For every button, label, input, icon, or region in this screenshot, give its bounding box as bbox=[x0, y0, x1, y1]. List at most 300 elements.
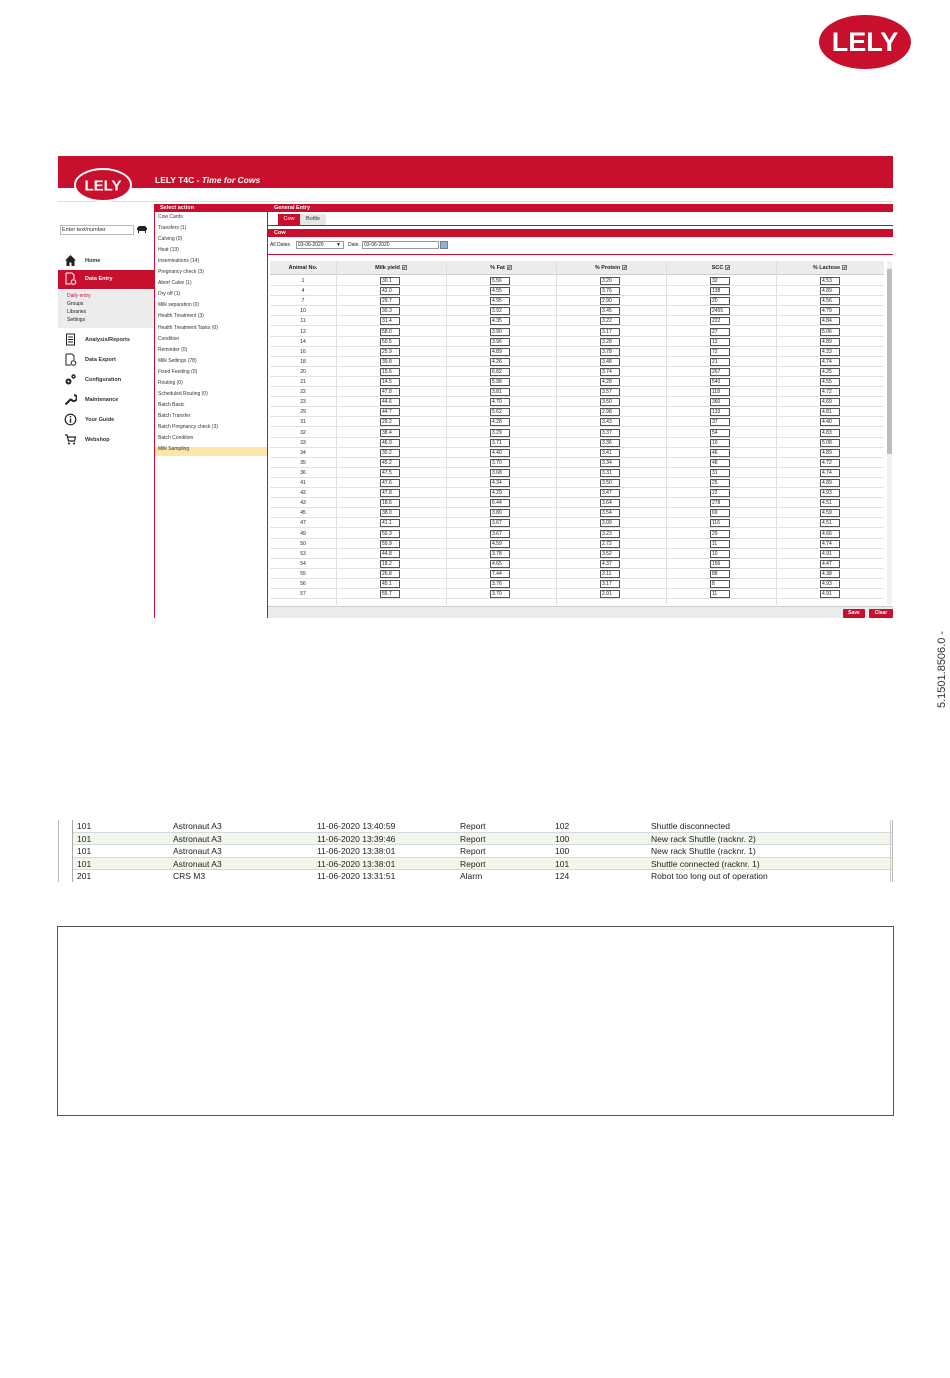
action-item[interactable]: Fixed Feeding (0) bbox=[158, 368, 198, 375]
checkbox-scc[interactable]: ✔ bbox=[726, 265, 730, 271]
animal-number: 49 bbox=[300, 530, 306, 537]
lactose-input[interactable]: 4.74 bbox=[820, 540, 840, 548]
milk-yield-input[interactable]: 31.4 bbox=[380, 317, 400, 325]
milk-yield-input[interactable]: 55.7 bbox=[380, 590, 400, 598]
scc-input[interactable]: 25 bbox=[710, 479, 730, 487]
lactose-input[interactable]: 4.47 bbox=[820, 560, 840, 568]
scc-input[interactable]: 13 bbox=[710, 338, 730, 346]
event-type: Alarm bbox=[460, 871, 483, 882]
table-row bbox=[270, 549, 884, 559]
table-row bbox=[270, 407, 884, 417]
milk-sampling-grid bbox=[270, 261, 884, 605]
lactose-input[interactable]: 4.83 bbox=[820, 429, 840, 437]
table-row bbox=[270, 498, 884, 508]
scc-input[interactable]: 278 bbox=[710, 499, 730, 507]
milk-yield-input[interactable]: 18.2 bbox=[380, 560, 400, 568]
milk-yield-input[interactable]: 44.8 bbox=[380, 550, 400, 558]
protein-input[interactable]: 3.37 bbox=[600, 429, 620, 437]
nav-configuration[interactable]: Configuration bbox=[58, 371, 154, 389]
fat-input[interactable]: 4.70 bbox=[490, 398, 510, 406]
fat-input[interactable]: 3.71 bbox=[490, 439, 510, 447]
scc-input[interactable]: 10 bbox=[710, 439, 730, 447]
scc-input[interactable]: 156 bbox=[710, 560, 730, 568]
milk-yield-input[interactable]: 47.8 bbox=[380, 388, 400, 396]
table-row bbox=[270, 458, 884, 468]
col-fat: % Fat ✔ bbox=[490, 265, 512, 271]
event-code: 100 bbox=[555, 833, 570, 844]
protein-input[interactable]: 4.37 bbox=[600, 560, 620, 568]
table-row bbox=[270, 276, 884, 286]
chevron-down-icon: ▼ bbox=[336, 242, 341, 248]
scc-input[interactable]: 22 bbox=[710, 489, 730, 497]
alarm-log-table bbox=[58, 820, 893, 882]
lactose-input[interactable]: 4.91 bbox=[820, 590, 840, 598]
event-code: 101 bbox=[555, 858, 570, 869]
event-code: 100 bbox=[555, 846, 570, 857]
scc-input[interactable]: 8 bbox=[710, 580, 730, 588]
event-type: Report bbox=[460, 846, 486, 857]
lactose-input[interactable]: 4.40 bbox=[820, 418, 840, 426]
animal-number: 18 bbox=[300, 358, 306, 365]
scc-input[interactable]: 133 bbox=[710, 408, 730, 416]
fat-input[interactable]: 5.62 bbox=[490, 408, 510, 416]
scc-input[interactable]: 54 bbox=[710, 429, 730, 437]
export-icon bbox=[64, 353, 77, 366]
wrench-icon bbox=[64, 393, 77, 406]
animal-number: 12 bbox=[300, 328, 306, 335]
info-icon bbox=[64, 413, 77, 426]
action-item[interactable]: Batch Pregnancy check (3) bbox=[158, 423, 219, 430]
protein-input[interactable]: 3.57 bbox=[600, 388, 620, 396]
lactose-input[interactable]: 4.51 bbox=[820, 519, 840, 527]
col-protein: % Protein ✔ bbox=[594, 265, 627, 271]
milk-yield-input[interactable]: 46.9 bbox=[380, 439, 400, 447]
table-row bbox=[270, 337, 884, 347]
milk-yield-input[interactable]: 44.7 bbox=[380, 408, 400, 416]
lactose-input[interactable]: 4.89 bbox=[820, 479, 840, 487]
milk-yield-input[interactable]: 50.3 bbox=[380, 530, 400, 538]
milk-yield-input[interactable]: 38.0 bbox=[380, 509, 400, 517]
device-name: Astronaut A3 bbox=[173, 833, 222, 844]
nav-webshop[interactable]: Webshop bbox=[58, 431, 154, 449]
fat-input[interactable]: 6.82 bbox=[490, 368, 510, 376]
lactose-input[interactable]: 4.55 bbox=[820, 378, 840, 386]
scc-input[interactable]: 88 bbox=[710, 570, 730, 578]
filter-divider bbox=[268, 254, 893, 255]
table-row bbox=[270, 417, 884, 427]
fat-input[interactable]: 3.96 bbox=[490, 338, 510, 346]
table-row bbox=[270, 448, 884, 458]
device-number: 101 bbox=[77, 858, 92, 869]
grid-scrollbar[interactable] bbox=[887, 261, 892, 605]
device-name: Astronaut A3 bbox=[173, 821, 222, 831]
protein-input[interactable]: 3.54 bbox=[600, 509, 620, 517]
svg-text:LELY: LELY bbox=[831, 27, 899, 57]
scc-input[interactable]: 222 bbox=[710, 317, 730, 325]
action-item[interactable]: Batch Condition bbox=[158, 435, 194, 441]
tab-bottle[interactable]: Bottle bbox=[300, 214, 326, 225]
fat-input[interactable]: 4.28 bbox=[490, 418, 510, 426]
device-number: 101 bbox=[77, 833, 92, 844]
timestamp: 11-06-2020 13:38:01 bbox=[317, 858, 396, 869]
scc-input[interactable]: 10 bbox=[710, 550, 730, 558]
action-item[interactable]: Condition bbox=[158, 335, 180, 342]
scc-input[interactable]: 46 bbox=[710, 449, 730, 457]
protein-input[interactable]: 3.11 bbox=[600, 570, 620, 578]
table-row bbox=[270, 316, 884, 326]
animal-number: 50 bbox=[300, 540, 306, 547]
fat-input[interactable]: 4.55 bbox=[490, 287, 510, 295]
nav-home[interactable]: Home bbox=[58, 252, 154, 270]
fat-input[interactable]: 5.98 bbox=[490, 378, 510, 386]
protein-input[interactable]: 3.36 bbox=[600, 439, 620, 447]
scc-input[interactable]: 11 bbox=[710, 590, 730, 598]
nav-data-export[interactable]: Data Export bbox=[58, 351, 154, 369]
scc-input[interactable]: 69 bbox=[710, 509, 730, 517]
table-row bbox=[270, 327, 884, 337]
protein-input[interactable]: 3.48 bbox=[600, 358, 620, 366]
header-strip bbox=[58, 188, 893, 202]
protein-input[interactable]: 3.17 bbox=[600, 580, 620, 588]
action-item[interactable]: Inseminations (14) bbox=[158, 258, 200, 265]
milk-yield-input[interactable]: 39.8 bbox=[380, 358, 400, 366]
fat-input[interactable]: 3.92 bbox=[490, 307, 510, 315]
animal-number: 7 bbox=[301, 298, 305, 305]
nav-your-guide[interactable]: Your Guide bbox=[58, 411, 154, 429]
lactose-input[interactable]: 4.93 bbox=[820, 489, 840, 497]
event-message: Shuttle connected (racknr. 1) bbox=[651, 858, 760, 869]
lactose-input[interactable]: 4.91 bbox=[820, 550, 840, 558]
lactose-input[interactable]: 4.89 bbox=[820, 449, 840, 457]
protein-input[interactable]: 2.91 bbox=[600, 590, 620, 598]
nav-data-entry[interactable]: Data Entry bbox=[58, 270, 154, 289]
milk-yield-input[interactable]: 29.7 bbox=[380, 297, 400, 305]
protein-input[interactable]: 3.43 bbox=[600, 418, 620, 426]
scc-input[interactable]: 11 bbox=[710, 540, 730, 548]
protein-input[interactable]: 2.90 bbox=[600, 297, 620, 305]
action-item[interactable]: Dry off (1) bbox=[158, 291, 181, 298]
protein-input[interactable]: 3.47 bbox=[600, 489, 620, 497]
fat-input[interactable]: 3.78 bbox=[490, 550, 510, 558]
lactose-input[interactable]: 4.72 bbox=[820, 388, 840, 396]
alarm-row[interactable] bbox=[73, 820, 893, 833]
scc-input[interactable]: 27 bbox=[710, 328, 730, 336]
animal-number: 21 bbox=[300, 379, 306, 385]
all-dates-select[interactable]: 03-06-2020 ▼ bbox=[296, 241, 344, 249]
milk-yield-input[interactable]: 42.0 bbox=[380, 287, 400, 295]
cow-search-icon[interactable] bbox=[136, 225, 148, 234]
animal-number: 1 bbox=[301, 278, 305, 284]
nav-maintenance[interactable]: Maintenance bbox=[58, 391, 154, 409]
animal-number: 33 bbox=[300, 439, 306, 446]
fat-input[interactable]: 3.68 bbox=[490, 469, 510, 477]
lactose-input[interactable]: 4.79 bbox=[820, 307, 840, 315]
action-item[interactable]: Milk Sampling bbox=[158, 446, 190, 453]
lactose-input[interactable]: 5.08 bbox=[820, 439, 840, 447]
device-number: 101 bbox=[77, 846, 92, 857]
fat-input[interactable]: 6.44 bbox=[490, 499, 510, 507]
calendar-icon[interactable] bbox=[440, 241, 448, 249]
fat-input[interactable]: 4.26 bbox=[490, 358, 510, 366]
scc-input[interactable]: 32 bbox=[710, 277, 730, 285]
milk-yield-input[interactable]: 45.2 bbox=[380, 459, 400, 467]
lactose-input[interactable]: 4.56 bbox=[820, 297, 840, 305]
protein-input[interactable]: 2.98 bbox=[600, 408, 620, 416]
table-row bbox=[270, 438, 884, 448]
fat-input[interactable]: 5.56 bbox=[490, 277, 510, 285]
scc-input[interactable]: 360 bbox=[710, 398, 730, 406]
report-icon bbox=[64, 333, 77, 346]
fat-input[interactable]: 4.65 bbox=[490, 560, 510, 568]
milk-yield-input[interactable]: 15.6 bbox=[380, 368, 400, 376]
all-dates-label: All Dates bbox=[270, 242, 291, 248]
fat-input[interactable]: 3.70 bbox=[490, 459, 510, 467]
fat-input[interactable]: 4.35 bbox=[490, 317, 510, 325]
checkbox-protein[interactable]: ✔ bbox=[623, 265, 627, 271]
protein-input[interactable]: 3.52 bbox=[600, 550, 620, 558]
clear-button[interactable]: Clear bbox=[869, 609, 893, 618]
fat-input[interactable]: 3.67 bbox=[490, 519, 510, 527]
action-item[interactable]: Abort Calve (1) bbox=[158, 280, 192, 287]
fat-input[interactable]: 3.81 bbox=[490, 388, 510, 396]
alarm-row[interactable] bbox=[73, 833, 893, 846]
table-row bbox=[270, 508, 884, 518]
protein-input[interactable]: 3.76 bbox=[600, 287, 620, 295]
col-animal-no: Animal No. bbox=[288, 265, 318, 271]
event-message: Shuttle disconnected bbox=[651, 821, 730, 831]
table-row bbox=[270, 529, 884, 539]
milk-yield-input[interactable]: 47.5 bbox=[380, 469, 400, 477]
scc-input[interactable]: 29 bbox=[710, 530, 730, 538]
animal-number: 57 bbox=[300, 591, 306, 598]
action-item[interactable]: Heat (13) bbox=[158, 247, 179, 254]
fat-input[interactable]: 3.80 bbox=[490, 509, 510, 517]
date-input[interactable]: 03-06-2020 bbox=[362, 241, 439, 249]
lactose-input[interactable]: 4.51 bbox=[820, 499, 840, 507]
table-row bbox=[270, 428, 884, 438]
table-row bbox=[270, 478, 884, 488]
lactose-input[interactable]: 4.59 bbox=[820, 509, 840, 517]
milk-yield-input[interactable]: 29.2 bbox=[380, 418, 400, 426]
protein-input[interactable]: 3.41 bbox=[600, 449, 620, 457]
tab-cow[interactable]: Cow bbox=[278, 214, 300, 225]
protein-input[interactable]: 3.09 bbox=[600, 519, 620, 527]
milk-yield-input[interactable]: 18.6 bbox=[380, 499, 400, 507]
table-row bbox=[270, 377, 884, 387]
event-type: Report bbox=[460, 821, 486, 831]
milk-yield-input[interactable]: 59.9 bbox=[380, 540, 400, 548]
lactose-input[interactable]: 4.74 bbox=[820, 469, 840, 477]
scc-input[interactable]: 21 bbox=[710, 358, 730, 366]
action-list bbox=[154, 204, 267, 618]
lactose-input[interactable]: 4.33 bbox=[820, 348, 840, 356]
t4c-logo[interactable] bbox=[74, 168, 132, 202]
lactose-input[interactable]: 4.66 bbox=[820, 530, 840, 538]
protein-input[interactable]: 3.64 bbox=[600, 499, 620, 507]
milk-yield-input[interactable]: 26.8 bbox=[380, 570, 400, 578]
fat-input[interactable]: 4.59 bbox=[490, 540, 510, 548]
animal-number: 20 bbox=[300, 368, 306, 375]
protein-input[interactable]: 3.31 bbox=[600, 469, 620, 477]
home-icon bbox=[64, 254, 77, 267]
device-name: CRS M3 bbox=[173, 871, 206, 882]
tabs-divider bbox=[268, 225, 893, 226]
action-item[interactable]: Health Treatment (3) bbox=[158, 313, 204, 320]
scc-input[interactable]: 37 bbox=[710, 418, 730, 426]
animal-number: 54 bbox=[300, 560, 306, 567]
scc-input[interactable]: 2455 bbox=[710, 307, 730, 315]
protein-input[interactable]: 3.74 bbox=[600, 368, 620, 376]
scc-input[interactable]: 118 bbox=[710, 388, 730, 396]
lactose-input[interactable]: 4.38 bbox=[820, 570, 840, 578]
animal-number: 43 bbox=[300, 500, 306, 507]
alarm-row[interactable] bbox=[73, 845, 893, 858]
fat-input[interactable]: 4.95 bbox=[490, 297, 510, 305]
table-row bbox=[270, 589, 884, 599]
date-label: Date bbox=[348, 242, 359, 248]
action-item[interactable]: Routing (0) bbox=[158, 379, 183, 386]
protein-input[interactable]: 3.34 bbox=[600, 459, 620, 467]
action-item[interactable]: Scheduled Routing (0) bbox=[158, 390, 208, 397]
protein-input[interactable]: 3.22 bbox=[600, 317, 620, 325]
lactose-input[interactable]: 4.89 bbox=[820, 287, 840, 295]
animal-number: 14 bbox=[300, 338, 306, 345]
checkbox-milk-yield[interactable]: ✔ bbox=[402, 265, 407, 271]
milk-yield-input[interactable]: 44.6 bbox=[380, 398, 400, 406]
lactose-input[interactable]: 4.69 bbox=[820, 398, 840, 406]
action-item[interactable]: Pregnancy check (3) bbox=[158, 269, 204, 276]
lactose-input[interactable]: 4.72 bbox=[820, 459, 840, 467]
milk-yield-input[interactable]: 45.1 bbox=[380, 580, 400, 588]
milk-yield-input[interactable]: 25.9 bbox=[380, 348, 400, 356]
lactose-input[interactable]: 4.84 bbox=[820, 317, 840, 325]
animal-number: 32 bbox=[300, 429, 306, 436]
animal-number: 55 bbox=[300, 570, 306, 577]
save-button[interactable]: Save bbox=[843, 609, 865, 618]
gears-icon bbox=[64, 373, 77, 386]
protein-input[interactable]: 2.72 bbox=[600, 540, 620, 548]
action-item[interactable]: Transfers (1) bbox=[158, 225, 187, 232]
fat-input[interactable]: 4.40 bbox=[490, 449, 510, 457]
fat-input[interactable]: 4.89 bbox=[490, 348, 510, 356]
table-row bbox=[270, 367, 884, 377]
action-item[interactable]: Milk separation (0) bbox=[158, 302, 200, 309]
table-row bbox=[270, 347, 884, 357]
protein-input[interactable]: 4.28 bbox=[600, 378, 620, 386]
action-item[interactable]: Calving (0) bbox=[158, 236, 183, 243]
fat-input[interactable]: 3.76 bbox=[490, 580, 510, 588]
milk-yield-input[interactable]: 50.5 bbox=[380, 338, 400, 346]
sidebar bbox=[58, 202, 154, 618]
fat-input[interactable]: 4.29 bbox=[490, 489, 510, 497]
animal-number: 36 bbox=[300, 469, 306, 476]
event-message: New rack Shuttle (racknr. 2) bbox=[651, 833, 756, 844]
grid-header bbox=[270, 261, 884, 275]
protein-input[interactable]: 3.23 bbox=[600, 530, 620, 538]
table-row bbox=[270, 397, 884, 407]
action-item[interactable]: Milk Settings (78) bbox=[158, 357, 197, 364]
fat-input[interactable]: 3.67 bbox=[490, 530, 510, 538]
protein-input[interactable]: 3.50 bbox=[600, 479, 620, 487]
milk-yield-input[interactable]: 30.1 bbox=[380, 277, 400, 285]
fat-input[interactable]: 7.44 bbox=[490, 570, 510, 578]
alarm-row[interactable] bbox=[73, 858, 893, 871]
milk-yield-input[interactable]: 58.0 bbox=[380, 328, 400, 336]
fat-input[interactable]: 4.34 bbox=[490, 479, 510, 487]
scc-input[interactable]: 138 bbox=[710, 287, 730, 295]
milk-yield-input[interactable]: 30.2 bbox=[380, 449, 400, 457]
subnav-settings[interactable]: Settings bbox=[67, 317, 86, 323]
protein-input[interactable]: 3.20 bbox=[600, 277, 620, 285]
checkbox-fat[interactable]: ✔ bbox=[507, 265, 512, 271]
scc-input[interactable]: 267 bbox=[710, 368, 730, 376]
protein-input[interactable]: 3.28 bbox=[600, 338, 620, 346]
protein-input[interactable]: 3.78 bbox=[600, 348, 620, 356]
search-input[interactable]: Enter text/number bbox=[60, 225, 134, 235]
fat-input[interactable]: 3.70 bbox=[490, 590, 510, 598]
checkbox-lactose[interactable]: ✔ bbox=[843, 265, 847, 271]
scc-input[interactable]: 48 bbox=[710, 459, 730, 467]
milk-yield-input[interactable]: 38.4 bbox=[380, 429, 400, 437]
nav-analysis-reports[interactable]: Analysis/Reports bbox=[58, 331, 154, 349]
animal-number: 11 bbox=[300, 318, 306, 325]
lactose-input[interactable]: 5.06 bbox=[820, 328, 840, 336]
action-item[interactable]: Cow Cards bbox=[158, 214, 183, 220]
fat-input[interactable]: 3.29 bbox=[490, 429, 510, 437]
scrollbar-thumb[interactable] bbox=[887, 269, 892, 454]
subnav-groups[interactable]: Groups bbox=[67, 301, 84, 307]
lactose-input[interactable]: 4.89 bbox=[820, 338, 840, 346]
fat-input[interactable]: 3.90 bbox=[490, 328, 510, 336]
lely-logo bbox=[818, 14, 912, 70]
action-item[interactable]: Batch Basic bbox=[158, 401, 185, 408]
milk-yield-input[interactable]: 41.1 bbox=[380, 519, 400, 527]
animal-number: 34 bbox=[300, 449, 306, 456]
lactose-input[interactable]: 4.93 bbox=[820, 580, 840, 588]
action-item[interactable]: Health Treatment Tasks (0) bbox=[158, 324, 218, 331]
milk-yield-input[interactable]: 47.8 bbox=[380, 489, 400, 497]
lactose-input[interactable]: 4.81 bbox=[820, 408, 840, 416]
lactose-input[interactable]: 4.74 bbox=[820, 358, 840, 366]
lactose-input[interactable]: 4.25 bbox=[820, 368, 840, 376]
lactose-input[interactable]: 4.53 bbox=[820, 277, 840, 285]
data-entry-submenu bbox=[58, 290, 154, 328]
alarm-right-divider bbox=[890, 820, 891, 882]
subnav-daily-entry[interactable]: Daily entry bbox=[67, 293, 91, 299]
milk-yield-input[interactable]: 47.6 bbox=[380, 479, 400, 487]
subnav-libraries[interactable]: Libraries bbox=[67, 309, 87, 315]
timestamp: 11-06-2020 13:40:59 bbox=[317, 821, 396, 831]
event-code: 124 bbox=[555, 871, 570, 882]
milk-yield-input[interactable]: 30.3 bbox=[380, 307, 400, 315]
protein-input[interactable]: 3.50 bbox=[600, 398, 620, 406]
protein-input[interactable]: 3.17 bbox=[600, 328, 620, 336]
scc-input[interactable]: 540 bbox=[710, 378, 730, 386]
milk-yield-input[interactable]: 14.5 bbox=[380, 378, 400, 386]
action-item[interactable]: Reminder (0) bbox=[158, 346, 188, 353]
animal-number: 4 bbox=[301, 288, 305, 295]
scc-input[interactable]: 72 bbox=[710, 348, 730, 356]
scc-input[interactable]: 116 bbox=[710, 519, 730, 527]
scc-input[interactable]: 20 bbox=[710, 297, 730, 305]
general-entry-header: General Entry bbox=[268, 204, 893, 212]
scc-input[interactable]: 31 bbox=[710, 469, 730, 477]
event-type: Report bbox=[460, 833, 486, 844]
action-item[interactable]: Batch Transfer bbox=[158, 412, 191, 419]
protein-input[interactable]: 3.45 bbox=[600, 307, 620, 315]
animal-number: 23 bbox=[300, 399, 306, 406]
alarm-row[interactable] bbox=[73, 870, 893, 882]
